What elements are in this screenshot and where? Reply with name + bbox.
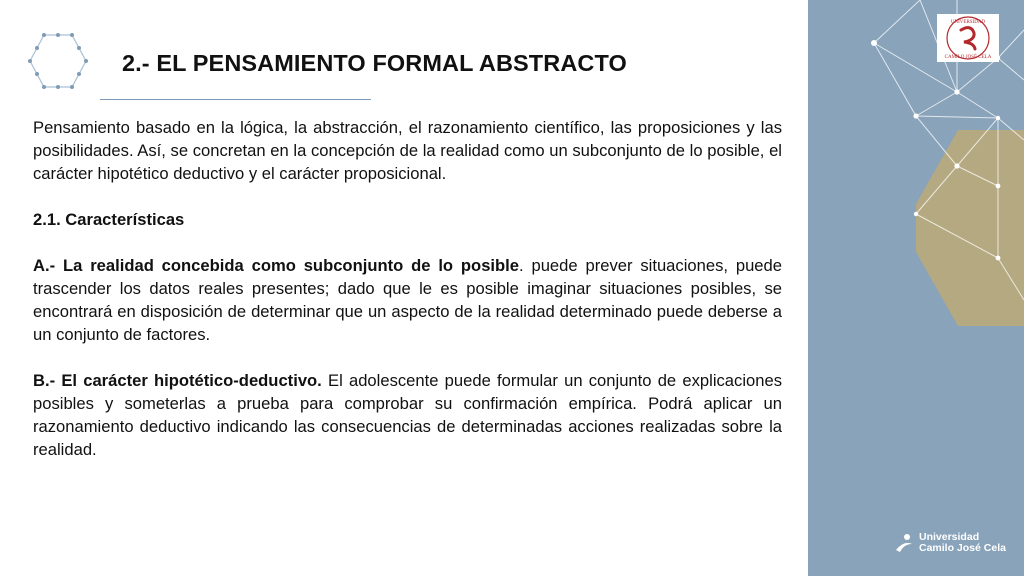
svg-text:CAMILO JOSÉ CELA: CAMILO JOSÉ CELA: [944, 55, 992, 60]
university-seal-icon: [937, 14, 999, 62]
hexagon-decoration-icon: [28, 32, 88, 90]
slide-body: [33, 116, 782, 484]
logo-line-2: Camilo José Cela: [919, 542, 1006, 554]
intro-paragraph: Pensamiento basado en la lógica, la abstracción, el razonamiento científico, las proposiciones y las posibilidades. Así, se concretan en la concepción de la realidad como un subconjunto de lo posible, el carácter hipotético deductivo y el carácter proposicional.: [33, 118, 782, 183]
point-b-paragraph: [33, 369, 782, 461]
logo-mark-icon: [894, 532, 914, 554]
section-heading: 2.1. Características: [33, 210, 185, 229]
point-a-paragraph: [33, 254, 782, 346]
svg-text:UNIVERSIDAD: UNIVERSIDAD: [950, 20, 986, 25]
network-decoration-icon: [808, 0, 1024, 576]
point-b-lead: B.- El carácter hipotético-deductivo.: [33, 371, 322, 390]
point-a-lead: A.- La realidad concebida como subconjunto de lo posible: [33, 256, 520, 275]
point-b-text: El adolescente puede formular un conjunto de explicaciones posibles y someterlas a prueba para comprobar su confirmación empírica. Podrá aplicar un razonamiento deductivo indicando las consecuencias de determinadas acciones realizadas sobre la realidad.: [33, 371, 782, 459]
university-logo: [894, 531, 1006, 555]
title-divider: [100, 99, 371, 100]
logo-line-1: Universidad: [919, 531, 980, 543]
point-a-text: . puede prever situaciones, puede trascender los datos reales presentes; dado que le es posible imaginar situaciones posibles, se encontrará en disposición de determinar que un aspecto de la realidad determinado puede deberse a un conjunto de factores.: [33, 256, 782, 344]
slide-title: 2.- EL PENSAMIENTO FORMAL ABSTRACTO: [122, 50, 627, 76]
logo-text: [919, 532, 1006, 554]
